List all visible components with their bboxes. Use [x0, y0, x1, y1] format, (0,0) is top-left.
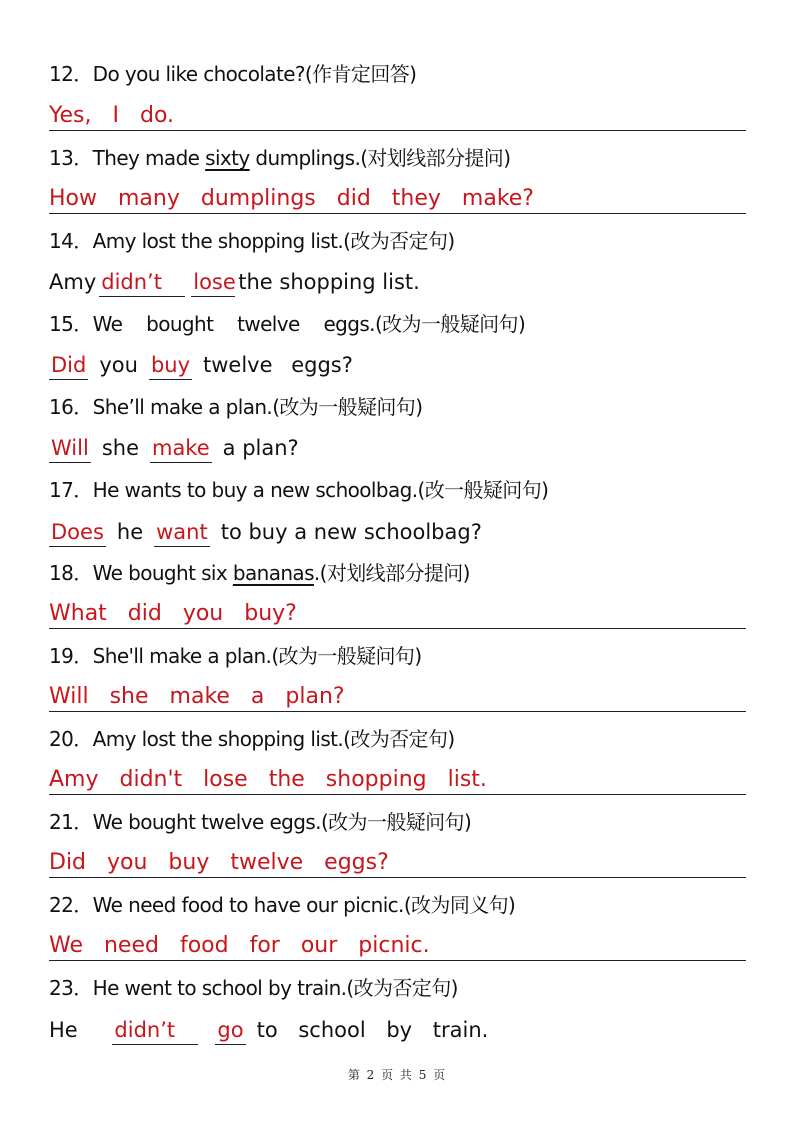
answer-14: [49, 268, 420, 297]
question-13: [49, 145, 510, 171]
answer-20: Amy didn't lose the shopping list.: [49, 766, 746, 795]
answer-19: Will she make a plan?: [49, 683, 746, 712]
underlined-word: sixty: [205, 146, 250, 170]
question-text: 21．We bought twelve eggs.: [49, 810, 321, 834]
answer-16: [49, 434, 307, 463]
question-text: 12．Do you like chocolate?: [49, 62, 305, 86]
instruction: (改为一般疑问句): [272, 395, 423, 419]
answer-blank: didn’t: [99, 268, 185, 297]
sentence-part: He: [49, 1018, 78, 1042]
sentence-part: Amy: [49, 270, 97, 294]
answer-21: Did you buy twelve eggs?: [49, 849, 746, 878]
instruction: (作肯定回答): [304, 62, 417, 86]
instruction: dumplings.(对划线部分提问): [249, 146, 511, 170]
question-text: 20．Amy lost the shopping list.: [49, 727, 344, 751]
answer-18: What did you buy?: [49, 600, 746, 629]
sentence-part: he: [116, 520, 144, 544]
instruction: (改为同义句): [403, 893, 516, 917]
answer-blank: Does: [49, 518, 106, 547]
question-text: 19．She'll make a plan.: [49, 644, 272, 668]
sentence-part: to buy a new schoolbag?: [220, 520, 482, 544]
question-23: [49, 975, 458, 1001]
question-18: [49, 560, 470, 586]
question-21: [49, 809, 471, 835]
instruction: (改为一般疑问句): [320, 810, 472, 834]
question-text: 13．They made: [49, 146, 206, 170]
question-22: [49, 892, 515, 918]
question-text: 15．We bought twelve eggs.: [49, 312, 375, 336]
question-20: [49, 726, 455, 752]
answer-blank: buy: [149, 351, 192, 380]
underlined-word: bananas: [232, 561, 314, 585]
question-16: [49, 394, 422, 420]
sentence-part: you: [99, 353, 138, 377]
question-text: 16．She’ll make a plan.: [49, 395, 273, 419]
answer-blank: make: [150, 434, 212, 463]
answer-23: [49, 1016, 496, 1045]
answer-blank: want: [154, 518, 210, 547]
instruction: (改为否定句): [343, 727, 455, 751]
answer-15: [49, 351, 361, 380]
instruction: (改为否定句): [343, 229, 455, 253]
answer-13: How many dumplings did they make?: [49, 185, 746, 214]
instruction: (改为一般疑问句): [271, 644, 422, 668]
question-17: [49, 477, 548, 503]
answer-blank: didn’t: [112, 1016, 198, 1045]
sentence-part: she: [101, 436, 139, 460]
question-text: 17．He wants to buy a new schoolbag.: [49, 478, 418, 502]
question-text: 18．We bought six: [49, 561, 233, 585]
instruction: (改一般疑问句): [417, 478, 549, 502]
sentence-part: twelve eggs?: [203, 353, 353, 377]
question-14: [49, 228, 455, 254]
question-text: 22．We need food to have our picnic.: [49, 893, 404, 917]
question-12: [49, 61, 416, 87]
instruction: .(对划线部分提问): [313, 561, 470, 585]
answer-blank: Did: [49, 351, 88, 380]
instruction: (改为一般疑问句): [374, 312, 526, 336]
answer-blank: Will: [49, 434, 91, 463]
question-15: [49, 311, 525, 337]
answer-blank: go: [215, 1016, 245, 1045]
answer-17: [49, 518, 490, 547]
question-text: 23．He went to school by train.: [49, 976, 347, 1000]
page-footer: 第 2 页 共 5 页: [347, 1068, 446, 1082]
sentence-part: to school by train.: [256, 1018, 489, 1042]
answer-22: We need food for our picnic.: [49, 932, 746, 961]
question-text: 14．Amy lost the shopping list.: [49, 229, 344, 253]
instruction: (改为否定句): [346, 976, 458, 1000]
answer-12: Yes, I do.: [49, 102, 746, 131]
answer-blank: lose: [191, 268, 235, 297]
question-19: [49, 643, 422, 669]
sentence-part: the shopping list.: [238, 270, 420, 294]
sentence-part: a plan?: [222, 436, 299, 460]
